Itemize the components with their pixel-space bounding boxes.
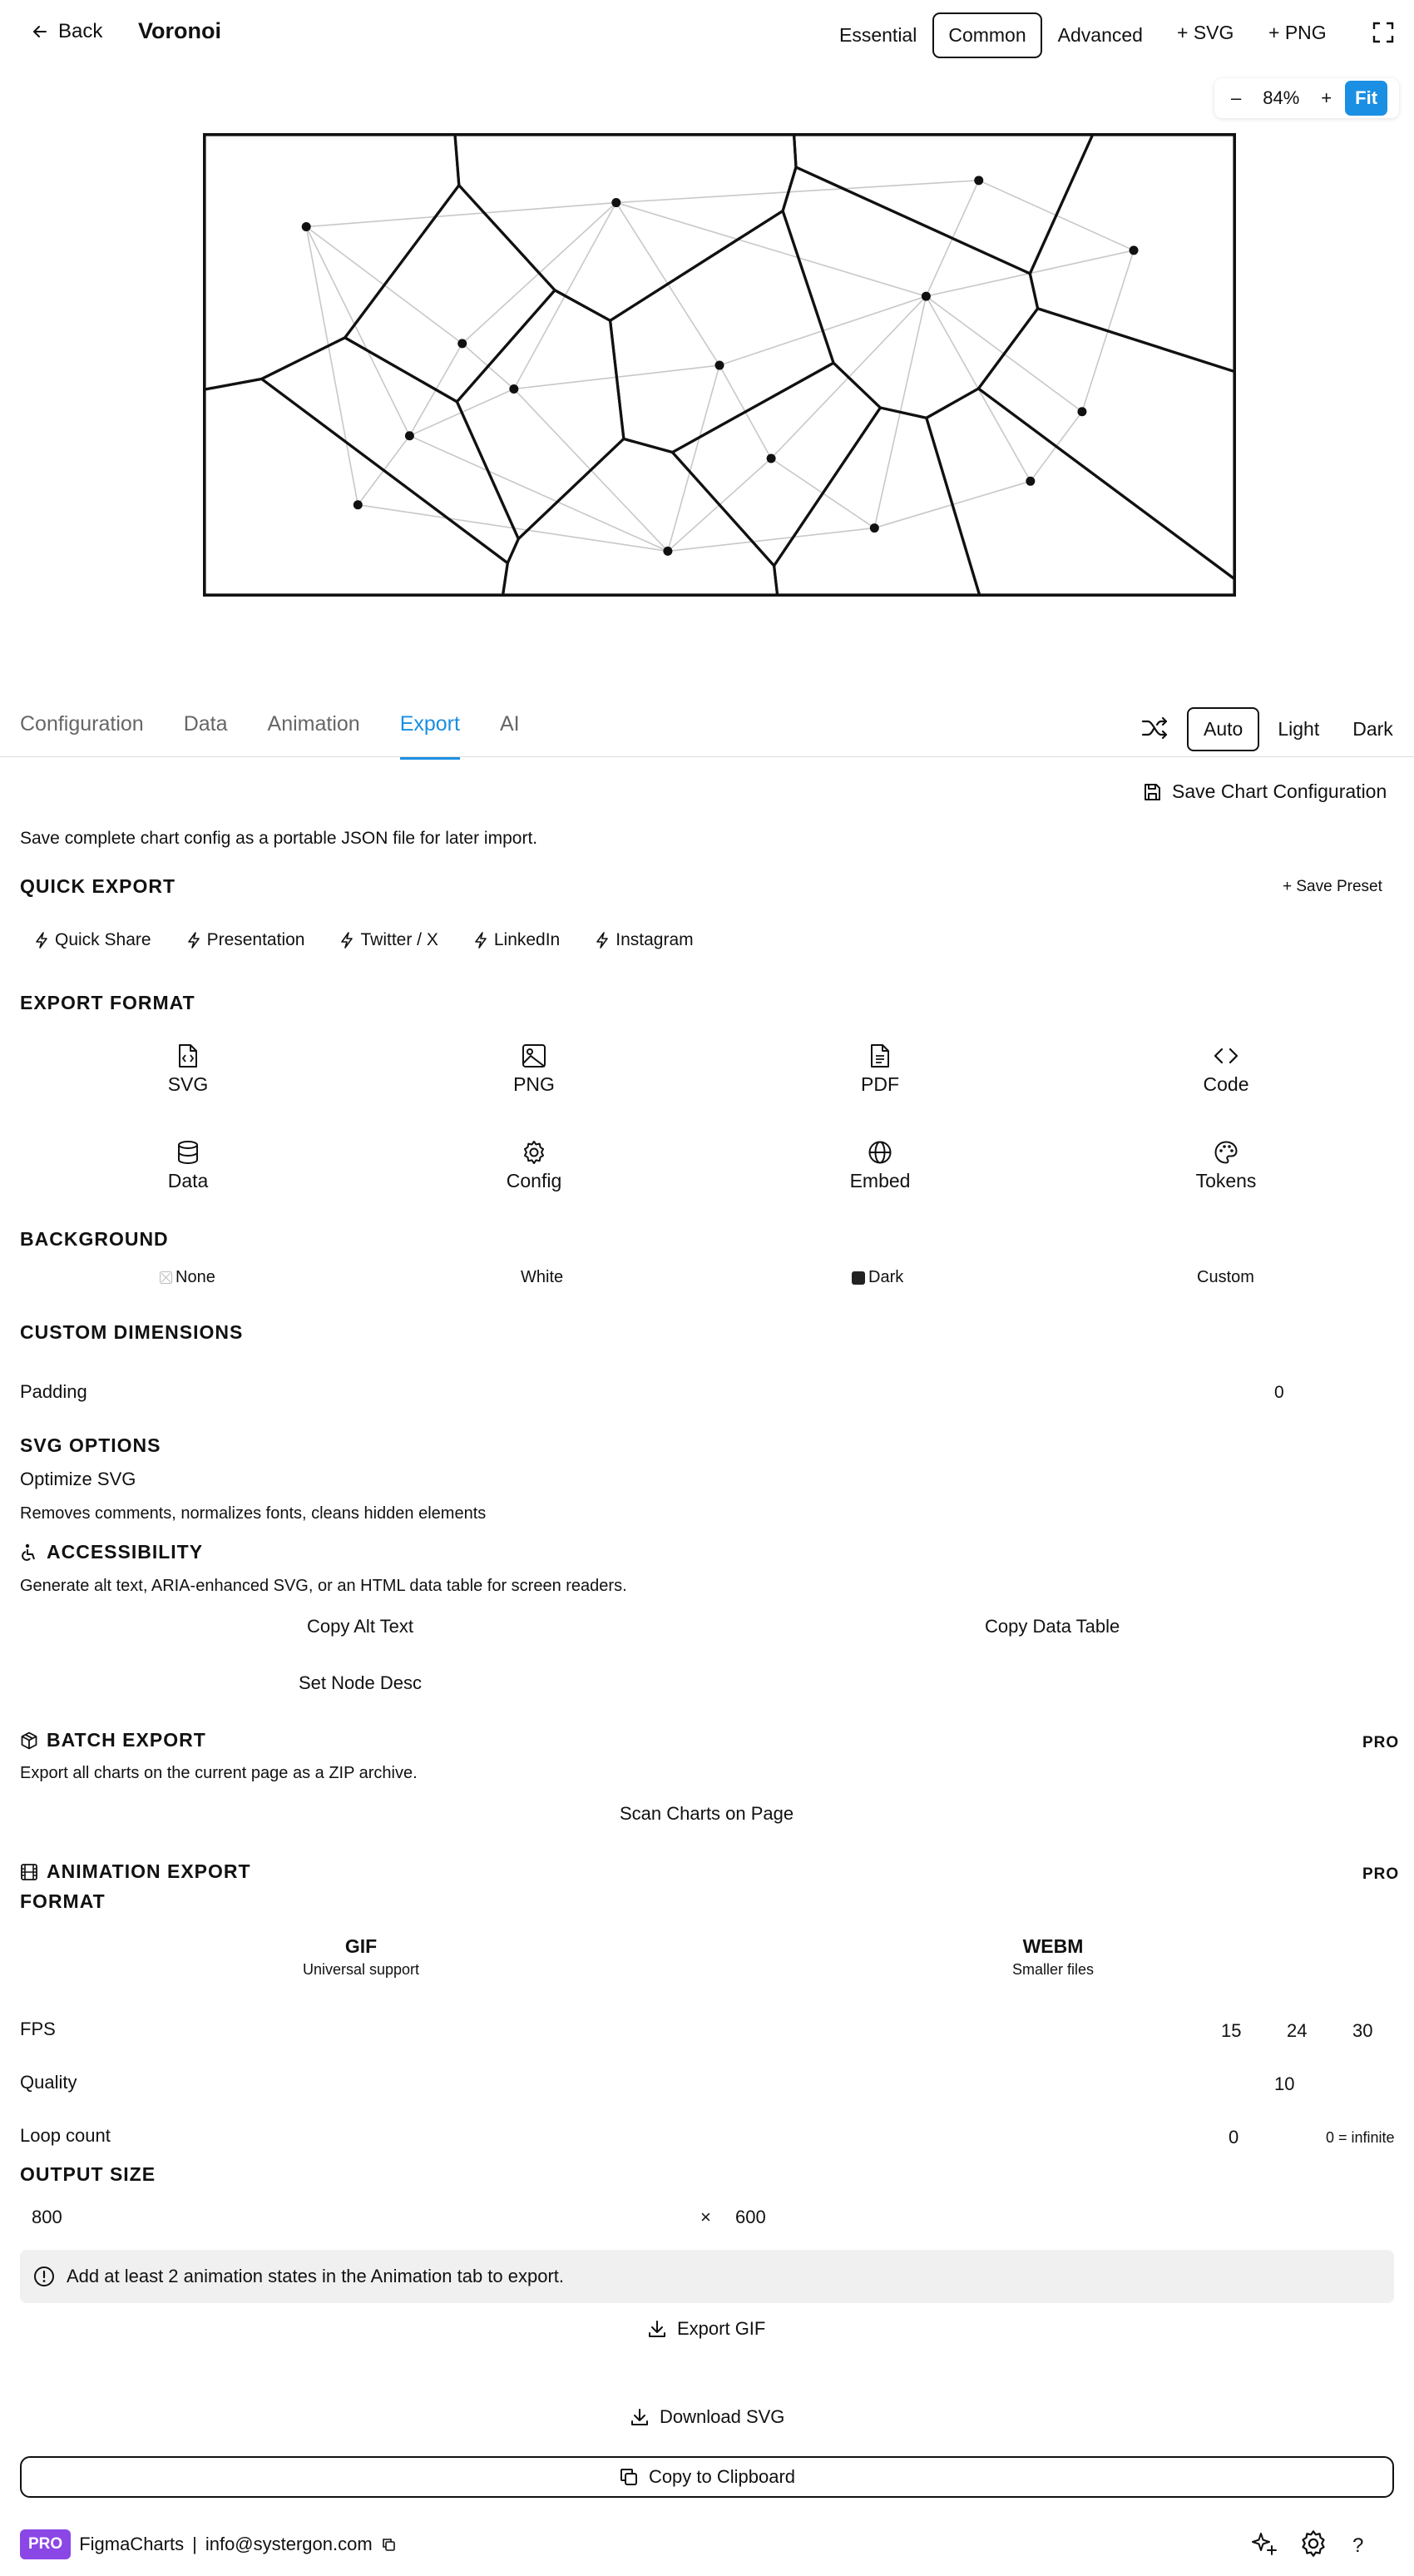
format-label: Config	[506, 1170, 562, 1191]
format-embed[interactable]	[797, 1140, 963, 1192]
accessibility-description: Generate alt text, ARIA-enhanced SVG, or an HTML data table for screen readers.	[20, 1577, 627, 1595]
footer-pro-badge: PRO	[20, 2529, 71, 2559]
gif-label: GIF	[344, 1935, 378, 1957]
save-config-button[interactable]	[1142, 780, 1387, 803]
fit-button[interactable]: Fit	[1345, 81, 1387, 116]
delaunay-link	[306, 203, 616, 227]
format-label: SVG	[167, 1073, 209, 1095]
zoom-controls	[1214, 78, 1399, 118]
format-heading: FORMAT	[20, 1890, 106, 1912]
preset-quick-share[interactable]	[35, 930, 151, 950]
format-png[interactable]	[451, 1043, 617, 1096]
transparent-swatch-icon	[160, 1271, 172, 1284]
theme-light[interactable]: Light	[1278, 718, 1320, 740]
batch-pro-badge: PRO	[1362, 1734, 1400, 1751]
voronoi-cell	[457, 290, 624, 539]
code-icon	[1213, 1043, 1239, 1068]
bolt-icon	[187, 932, 200, 949]
add-svg-button[interactable]: + SVG	[1177, 22, 1234, 43]
tab-animation[interactable]: Animation	[267, 712, 360, 736]
fullscreen-icon[interactable]	[1372, 22, 1394, 43]
bg-white[interactable]: White	[521, 1268, 564, 1286]
webm-description: Smaller files	[1011, 1961, 1095, 1978]
custom-dimensions-heading: CUSTOM DIMENSIONS	[20, 1321, 244, 1343]
footer-app-name: FigmaCharts	[79, 2534, 185, 2554]
voronoi-site	[767, 454, 776, 463]
accessibility-header	[20, 1541, 203, 1563]
back-label: Back	[58, 20, 103, 42]
voronoi-cell	[455, 135, 796, 320]
film-icon	[20, 1863, 38, 1881]
preset-presentation[interactable]	[187, 930, 305, 950]
webm-label: WEBM	[1022, 1935, 1084, 1957]
optimize-svg-description: Removes comments, normalizes fonts, cleans hidden elements	[20, 1504, 487, 1523]
format-code[interactable]	[1143, 1043, 1309, 1096]
tab-ai[interactable]: AI	[499, 712, 520, 736]
delaunay-link	[306, 227, 358, 505]
animation-notice	[20, 2250, 1394, 2303]
preset-instagram[interactable]	[596, 930, 693, 950]
voronoi-site	[405, 431, 414, 440]
bolt-icon	[340, 932, 354, 949]
optimize-svg-toggle[interactable]: Optimize SVG	[20, 1469, 136, 1489]
loop-count-input[interactable]: 0	[1229, 2127, 1239, 2147]
download-svg-label: Download SVG	[660, 2406, 785, 2427]
bg-dark[interactable]	[852, 1268, 903, 1287]
voronoi-cell	[783, 167, 1038, 418]
format-svg[interactable]	[105, 1043, 271, 1096]
voronoi-cell	[262, 338, 519, 563]
voronoi-site	[611, 198, 620, 207]
download-icon	[647, 2319, 667, 2339]
voronoi-site	[715, 361, 724, 370]
delaunay-link	[668, 365, 719, 551]
save-preset-button[interactable]: + Save Preset	[1283, 878, 1382, 895]
voronoi-site	[870, 523, 879, 533]
voronoi-site	[457, 339, 467, 348]
animation-export-header	[20, 1860, 251, 1883]
tab-configuration[interactable]: Configuration	[20, 712, 144, 736]
palette-icon	[1214, 1140, 1238, 1165]
format-pdf[interactable]	[797, 1043, 963, 1096]
theme-dark[interactable]: Dark	[1352, 718, 1393, 740]
save-config-label: Save Chart Configuration	[1172, 780, 1387, 802]
quality-input[interactable]: 10	[1274, 2073, 1295, 2094]
animation-pro-badge: PRO	[1362, 1865, 1400, 1883]
bg-none-label: None	[176, 1268, 215, 1286]
animation-export-heading: ANIMATION EXPORT	[47, 1860, 251, 1882]
background-heading: BACKGROUND	[20, 1228, 169, 1250]
fps-30[interactable]: 30	[1352, 2020, 1373, 2041]
zoom-in-button[interactable]: +	[1321, 87, 1332, 108]
voronoi-cell	[978, 309, 1234, 579]
fps-label: FPS	[20, 2019, 56, 2039]
copy-alt-text-button[interactable]: Copy Alt Text	[307, 1616, 413, 1637]
image-icon	[522, 1043, 546, 1068]
batch-export-description: Export all charts on the current page as a ZIP archive.	[20, 1764, 418, 1782]
delaunay-link	[616, 203, 927, 297]
format-label: Code	[1203, 1073, 1249, 1095]
mode-advanced[interactable]: Advanced	[1057, 24, 1143, 46]
bg-dark-label: Dark	[868, 1268, 904, 1286]
mode-common[interactable]: Common	[932, 12, 1041, 58]
voronoi-cell	[774, 408, 980, 595]
database-icon	[176, 1140, 200, 1165]
notice-text: Add at least 2 animation states in the Animation tab to export.	[67, 2266, 565, 2286]
tab-export[interactable]: Export	[400, 712, 460, 760]
globe-icon	[868, 1140, 892, 1165]
copy-icon	[619, 2467, 639, 2487]
save-icon	[1142, 782, 1162, 802]
preset-label: Presentation	[206, 930, 305, 949]
padding-input[interactable]: 0	[1274, 1383, 1284, 1402]
voronoi-sites	[302, 176, 1139, 556]
delaunay-link	[668, 528, 874, 552]
copy-data-table-button[interactable]: Copy Data Table	[985, 1616, 1120, 1637]
preset-label: Instagram	[616, 930, 694, 949]
scan-charts-button[interactable]: Scan Charts on Page	[620, 1803, 794, 1824]
dark-swatch-icon	[852, 1271, 865, 1285]
bolt-icon	[35, 932, 48, 949]
package-icon	[20, 1731, 38, 1750]
voronoi-site	[354, 500, 363, 509]
footer-email[interactable]: info@systergon.com	[205, 2534, 373, 2554]
delaunay-link	[616, 181, 979, 203]
info-icon	[33, 2266, 55, 2287]
download-icon	[630, 2407, 650, 2427]
batch-export-header	[20, 1729, 206, 1751]
preset-label: LinkedIn	[493, 930, 561, 949]
file-text-icon	[869, 1043, 891, 1068]
mode-essential[interactable]: Essential	[839, 24, 917, 46]
format-webm-option[interactable]	[970, 1935, 1136, 1979]
batch-export-heading: BATCH EXPORT	[47, 1729, 206, 1751]
arrow-left-icon	[32, 23, 48, 40]
download-svg-button[interactable]	[630, 2406, 784, 2428]
save-config-description: Save complete chart config as a portable JSON file for later import.	[20, 829, 538, 848]
voronoi-cell	[672, 363, 880, 566]
sparkles-icon[interactable]	[1249, 2529, 1279, 2559]
output-size-heading: OUTPUT SIZE	[20, 2163, 156, 2185]
bg-custom[interactable]: Custom	[1197, 1268, 1254, 1286]
export-gif-button[interactable]	[647, 2318, 765, 2340]
preset-label: Twitter / X	[360, 930, 438, 949]
zoom-out-button[interactable]: –	[1231, 87, 1242, 108]
format-label: Tokens	[1195, 1170, 1257, 1191]
preset-twitter[interactable]	[340, 930, 438, 950]
format-data[interactable]	[105, 1140, 271, 1192]
delaunay-link	[409, 436, 668, 552]
voronoi-site	[509, 384, 518, 394]
file-code-icon	[177, 1043, 199, 1068]
voronoi-cell	[205, 135, 459, 389]
back-button[interactable]	[32, 20, 102, 43]
loop-count-label: Loop count	[20, 2125, 111, 2146]
svg-options-heading: SVG OPTIONS	[20, 1434, 161, 1456]
padding-label: Padding	[20, 1381, 87, 1402]
output-height-input[interactable]: 600	[735, 2207, 766, 2227]
tab-divider	[0, 756, 1414, 757]
accessibility-icon	[20, 1543, 38, 1562]
quality-label: Quality	[20, 2072, 77, 2093]
format-gif-option[interactable]	[278, 1935, 444, 1979]
quick-export-presets	[35, 930, 694, 950]
voronoi-site	[974, 176, 983, 185]
add-png-button[interactable]: + PNG	[1268, 22, 1327, 43]
bolt-icon	[596, 932, 609, 949]
quick-export-heading: QUICK EXPORT	[20, 875, 176, 897]
voronoi-site	[302, 222, 311, 231]
mode-switcher	[825, 12, 1157, 58]
fps-15[interactable]: 15	[1221, 2020, 1242, 2041]
voronoi-site	[922, 292, 931, 301]
loop-count-hint: 0 = infinite	[1326, 2129, 1395, 2146]
format-label: Embed	[849, 1170, 911, 1191]
output-width-input[interactable]: 800	[32, 2207, 62, 2227]
voronoi-chart	[203, 133, 1236, 597]
voronoi-site	[1077, 407, 1086, 416]
bg-none[interactable]	[160, 1268, 215, 1287]
format-tokens[interactable]	[1143, 1140, 1309, 1192]
voronoi-site	[1130, 245, 1139, 255]
voronoi-cell	[794, 135, 1093, 274]
format-label: PDF	[861, 1073, 899, 1095]
gear-icon	[522, 1140, 546, 1165]
footer-separator: |	[192, 2534, 197, 2554]
footer-info	[20, 2529, 396, 2559]
export-format-heading: EXPORT FORMAT	[20, 992, 195, 1013]
output-times-sign: ×	[700, 2207, 711, 2227]
gif-description: Universal support	[302, 1961, 420, 1978]
help-button[interactable]: ?	[1352, 2534, 1364, 2557]
shuffle-icon[interactable]	[1141, 716, 1168, 741]
tab-data[interactable]: Data	[183, 712, 228, 736]
voronoi-cell	[927, 389, 1234, 595]
zoom-level: 84%	[1263, 87, 1300, 108]
delaunay-link	[306, 227, 409, 436]
accessibility-heading: ACCESSIBILITY	[47, 1541, 204, 1563]
set-node-desc-button[interactable]: Set Node Desc	[299, 1672, 422, 1693]
format-label: PNG	[513, 1073, 555, 1095]
tab-bar	[20, 712, 520, 756]
page-title: Voronoi	[138, 18, 221, 43]
copy-to-clipboard-label: Copy to Clipboard	[648, 2466, 796, 2487]
format-label: Data	[167, 1170, 209, 1191]
preset-linkedin[interactable]	[474, 930, 560, 950]
bolt-icon	[474, 932, 487, 949]
theme-switcher	[1187, 707, 1408, 751]
copy-to-clipboard-button[interactable]	[20, 2456, 1394, 2498]
voronoi-site	[1026, 477, 1035, 486]
voronoi-cell	[503, 438, 778, 595]
voronoi-site	[663, 547, 672, 556]
export-gif-label: Export GIF	[677, 2318, 766, 2339]
preset-label: Quick Share	[55, 930, 151, 949]
copy-icon[interactable]	[381, 2537, 396, 2552]
fps-24[interactable]: 24	[1287, 2020, 1308, 2041]
theme-auto[interactable]: Auto	[1187, 707, 1259, 751]
format-config[interactable]	[451, 1140, 617, 1192]
settings-gear-icon[interactable]	[1299, 2529, 1327, 2558]
